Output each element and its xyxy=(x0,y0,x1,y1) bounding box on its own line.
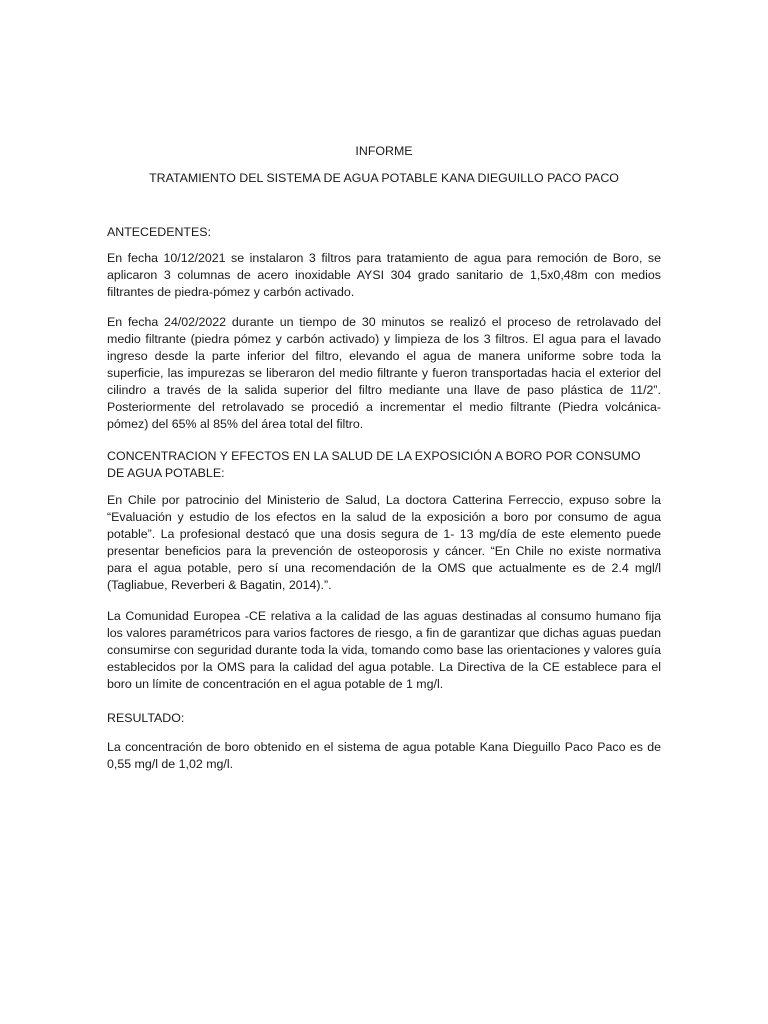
paragraph-concentracion-1: En Chile por patrocinio del Ministerio de Salud, La doctora Catterina Ferreccio, expuso sobre la “Evaluación y estudio de los efectos en la salud de la exposición a boro por consumo de agua potable”. La profesional destacó que una dosis segura de 1- 13 mg/día de este elemento puede presentar beneficios para la prevención de osteoporosis y cáncer. “En Chile no existe normativa para el agua potable, pero sí una recomendación de la OMS que actualmente es de 2.4 mgl/l (Tagliabue, Reverberi & Bagatin, 2014).”. xyxy=(107,493,661,592)
section-heading-concentracion: CONCENTRACION Y EFECTOS EN LA SALUD DE LA EXPOSICIÓN A BORO POR CONSUMO DE AGUA POTABLE: xyxy=(107,449,641,480)
section-heading-antecedentes: ANTECEDENTES: xyxy=(107,225,211,239)
document-subtitle: TRATAMIENTO DEL SISTEMA DE AGUA POTABLE KANA DIEGUILLO PACO PACO xyxy=(149,171,619,185)
document-body xyxy=(107,143,661,773)
document-title: INFORME xyxy=(355,144,413,158)
paragraph-concentracion-2: La Comunidad Europea -CE relativa a la calidad de las aguas destinadas al consumo humano fija los valores paramétricos para varios factores de riesgo, a fin de garantizar que dichas aguas puedan consumirse con seguridad durante toda la vida, tomando como base las orientaciones y valores guía establecidos por la OMS para la calidad del agua potable. La Directiva de la CE establece para el boro un límite de concentración en el agua potable de 1 mg/l. xyxy=(107,609,661,691)
section-heading-resultado: RESULTADO: xyxy=(107,711,185,725)
paragraph-resultado-1: La concentración de boro obtenido en el sistema de agua potable Kana Dieguillo Paco Paco es de 0,55 mg/l de 1,02 mg/l. xyxy=(107,740,661,771)
paragraph-antecedentes-2: En fecha 24/02/2022 durante un tiempo de 30 minutos se realizó el proceso de retrolavado del medio filtrante (piedra pómez y carbón activado) y limpieza de los 3 filtros. El agua para el lavado ingreso desde la parte inferior del filtro, elevando el agua de manera uniforme sobre toda la superficie, las impurezas se liberaron del medio filtrante y fueron transportadas hacia el exterior del cilindro a través de la salida superior del filtro mediante una llave de paso plástica de 11/2”. Posteriormente del retrolavado se procedió a incrementar el medio filtrante (Piedra volcánica-pómez) del 65% al 85% del área total del filtro. xyxy=(107,315,661,431)
paragraph-antecedentes-1: En fecha 10/12/2021 se instalaron 3 filtros para tratamiento de agua para remoción de Boro, se aplicaron 3 columnas de acero inoxidable AYSI 304 grado sanitario de 1,5x0,48m con medios filtrantes de piedra-pómez y carbón activado. xyxy=(107,251,661,299)
